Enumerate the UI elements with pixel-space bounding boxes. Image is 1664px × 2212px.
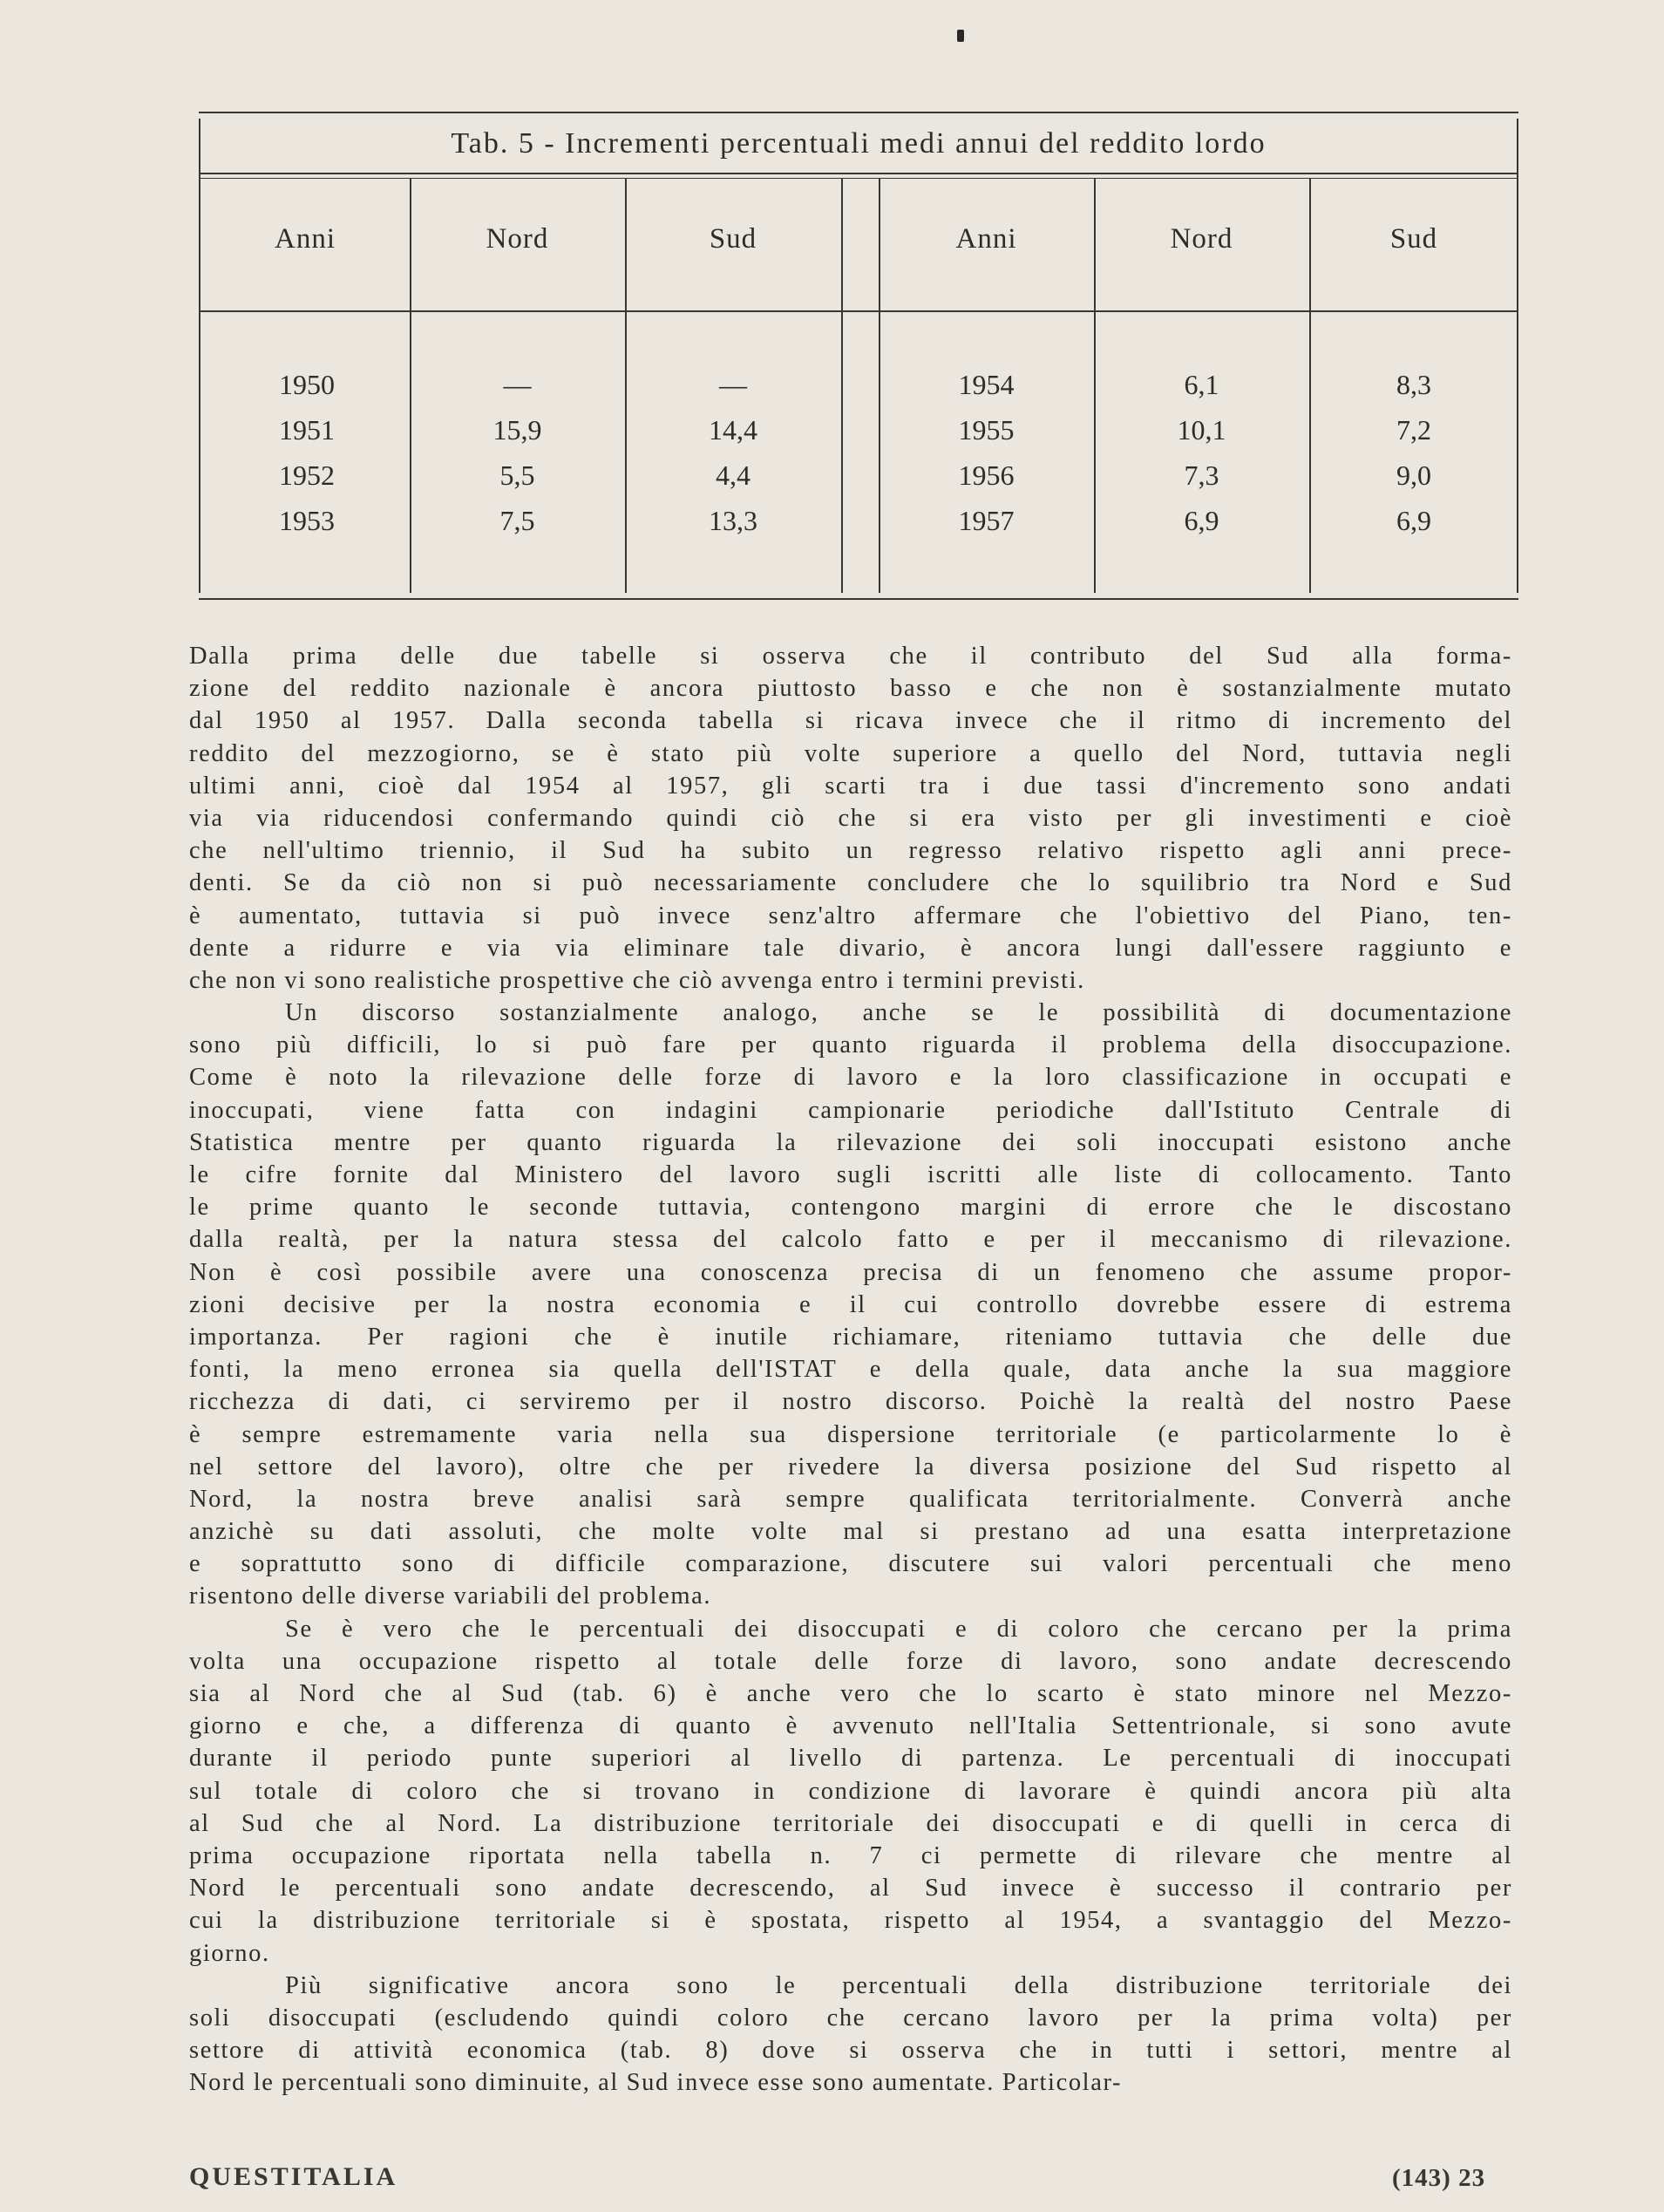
printer-mark bbox=[957, 30, 964, 42]
col-header-nord: Nord bbox=[486, 223, 549, 255]
paragraph bbox=[189, 1970, 1512, 2100]
col-header-nord-2: Nord bbox=[1170, 223, 1233, 255]
text-line: Dalla prima delle due tabelle si osserva che il contributo del Sud alla forma- bbox=[189, 643, 1512, 670]
text-line: giorno. bbox=[189, 1939, 270, 1967]
table-cell: 1954 bbox=[958, 369, 1015, 400]
text-line: Nord le percentuali sono andate decrescendo, al Sud invece è successo il contrario per bbox=[189, 1875, 1512, 1902]
text-line: Non è così possibile avere una conoscenza precisa di un fenomeno che assume propor- bbox=[189, 1258, 1512, 1286]
text-line: Statistica mentre per quanto riguarda la rilevazione dei soli inoccupati esistono anche bbox=[189, 1128, 1512, 1156]
text-line: che non vi sono realistiche prospettive che ciò avvenga entro i termini previsti. bbox=[189, 966, 1085, 994]
table-cell: 6,9 bbox=[1184, 505, 1219, 536]
text-line: sul totale di coloro che si trovano in condizione di lavorare è quindi ancora più alta bbox=[189, 1777, 1512, 1805]
table-cell: 4,4 bbox=[716, 459, 750, 491]
table-title: Tab. 5 - Incrementi percentuali medi annui del reddito lordo bbox=[451, 127, 1267, 160]
text-line: prima occupazione riportata nella tabella n. 7 ci permette di rilevare che mentre al bbox=[189, 1841, 1512, 1869]
text-line: denti. Se da ciò non si può necessariamente concludere che lo squilibrio tra Nord e Sud bbox=[189, 869, 1512, 897]
text-line: e soprattutto sono di difficile comparazione, discutere sui valori percentuali che meno bbox=[189, 1550, 1512, 1578]
text-line: le cifre fornite dal Ministero del lavoro sugli iscritti alle liste di collocamento. Tanto bbox=[189, 1161, 1512, 1188]
text-line: dente a ridurre e via via eliminare tale divario, è ancora lungi dall'essere raggiunto e bbox=[189, 934, 1512, 962]
paragraph bbox=[189, 1613, 1512, 1970]
table-cell: 13,3 bbox=[709, 505, 757, 536]
table-cell: 1955 bbox=[958, 414, 1015, 446]
title-rule-double bbox=[200, 178, 1517, 179]
table-cell: 15,9 bbox=[492, 414, 542, 446]
table-cell: 9,0 bbox=[1396, 459, 1431, 491]
text-line: Se è vero che le percentuali dei disoccupati e di coloro che cercano per la prima bbox=[285, 1615, 1512, 1643]
table-cell: 6,9 bbox=[1396, 505, 1431, 536]
article-body bbox=[189, 640, 1512, 2099]
text-line: Come è noto la rilevazione delle forze di lavoro e la loro classificazione in occupati e bbox=[189, 1064, 1512, 1092]
text-line: che nell'ultimo triennio, il Sud ha subito un regresso relativo rispetto agli anni prece- bbox=[189, 837, 1512, 865]
table-cell: 7,2 bbox=[1396, 414, 1431, 446]
col-header-sud: Sud bbox=[709, 223, 757, 255]
text-line: risentono delle diverse variabili del problema. bbox=[189, 1582, 712, 1610]
text-line: zione del reddito nazionale è ancora piuttosto basso e che non è sostanzialmente mutato bbox=[189, 675, 1512, 703]
table-cell: 7,3 bbox=[1184, 459, 1219, 491]
text-line: cui la distribuzione territoriale si è spostata, rispetto al 1954, a svantaggio del Mezzo- bbox=[189, 1907, 1512, 1935]
text-line: nel settore del lavoro), oltre che per rivedere la diversa posizione del Sud rispetto al bbox=[189, 1453, 1512, 1480]
column-divider bbox=[841, 178, 843, 593]
table-cell: — bbox=[503, 369, 532, 400]
table-cell: — bbox=[719, 369, 747, 400]
text-line: le prime quanto le seconde tuttavia, contengono margini di errore che le discostano bbox=[189, 1194, 1512, 1222]
text-line: al Sud che al Nord. La distribuzione territoriale dei disoccupati e di quelli in cerca di bbox=[189, 1809, 1512, 1837]
text-line: zioni decisive per la nostra economia e il cui controllo dovrebbe essere di estrema bbox=[189, 1290, 1512, 1318]
page-number: (143) 23 bbox=[1392, 2164, 1486, 2192]
table-cell: 1951 bbox=[279, 414, 335, 446]
col-header-sud-2: Sud bbox=[1389, 223, 1438, 255]
title-rule bbox=[200, 173, 1517, 174]
table-cell: 5,5 bbox=[499, 459, 535, 491]
table-cell: 1952 bbox=[279, 459, 335, 491]
journal-name: QUESTITALIA bbox=[189, 2162, 398, 2191]
text-line: Più significative ancora sono le percentuali della distribuzione territoriale dei bbox=[285, 1971, 1512, 1999]
paragraph bbox=[189, 640, 1512, 997]
table-frame bbox=[199, 119, 1518, 593]
text-line: reddito del mezzogiorno, se è stato più volte superiore a quello del Nord, tuttavia negli bbox=[189, 739, 1512, 767]
text-line: sono più difficili, lo si può fare per quanto riguarda il problema della disoccupazione. bbox=[189, 1031, 1512, 1059]
text-line: Nord, la nostra breve analisi sarà sempre qualificata territorialmente. Converrà anche bbox=[189, 1485, 1512, 1513]
col-header-anni: Anni bbox=[275, 223, 336, 255]
text-line: dalla realtà, per la natura stessa del calcolo fatto e per il meccanismo di rilevazione. bbox=[189, 1226, 1512, 1254]
text-line: ricchezza di dati, ci serviremo per il nostro discorso. Poichè la realtà del nostro Paese bbox=[189, 1388, 1512, 1416]
text-line: inoccupati, viene fatta con indagini campionarie periodiche dall'Istituto Centrale di bbox=[189, 1096, 1512, 1124]
text-line: settore di attività economica (tab. 8) dove si osserva che in tutti i settori, mentre al bbox=[189, 2037, 1512, 2065]
text-line: volta una occupazione rispetto al totale delle forze di lavoro, sono andate decrescendo bbox=[189, 1647, 1512, 1675]
text-line: durante il periodo punte superiori al livello di partenza. Le percentuali di inoccupati bbox=[189, 1745, 1512, 1773]
text-line: anzichè su dati assoluti, che molte volte mal si prestano ad una esatta interpretazione bbox=[189, 1518, 1512, 1546]
text-line: Un discorso sostanzialmente analogo, anche se le possibilità di documentazione bbox=[285, 999, 1512, 1027]
text-line: soli disoccupati (escludendo quindi coloro che cercano lavoro per la prima volta) per bbox=[189, 2004, 1512, 2032]
text-line: sia al Nord che al Sud (tab. 6) è anche vero che lo scarto è stato minore nel Mezzo- bbox=[189, 1680, 1512, 1707]
table-cell: 10,1 bbox=[1177, 414, 1226, 446]
text-line: è aumentato, tuttavia si può invece senz'altro affermare che l'obiettivo del Piano, ten- bbox=[189, 902, 1512, 929]
table-cell: 1957 bbox=[958, 505, 1015, 536]
text-line: via via riducendosi confermando quindi ciò che si era visto per gli investimenti e cioè bbox=[189, 804, 1512, 832]
header-rule bbox=[200, 310, 1517, 312]
table-cell: 1953 bbox=[279, 505, 335, 536]
income-growth-table bbox=[199, 112, 1518, 600]
text-line: dal 1950 al 1957. Dalla seconda tabella si ricava invece che il ritmo di incremento del bbox=[189, 707, 1512, 735]
col-header-anni-2: Anni bbox=[955, 223, 1017, 255]
text-line: ultimi anni, cioè dal 1954 al 1957, gli scarti tra i due tassi d'incremento sono andati bbox=[189, 772, 1512, 800]
text-line: Nord le percentuali sono diminuite, al Sud invece esse sono aumentate. Particolar- bbox=[189, 2069, 1123, 2097]
table-cell: 14,4 bbox=[709, 414, 757, 446]
text-line: giorno e che, a differenza di quanto è avvenuto nell'Italia Settentrionale, si sono avute bbox=[189, 1712, 1512, 1740]
table-cell: 1950 bbox=[279, 369, 335, 400]
text-line: è sempre estremamente varia nella sua dispersione territoriale (e particolarmente lo è bbox=[189, 1420, 1512, 1448]
paragraph bbox=[189, 997, 1512, 1613]
table-cell: 1956 bbox=[958, 459, 1015, 491]
table-cell: 8,3 bbox=[1396, 369, 1431, 400]
text-line: fonti, la meno erronea sia quella dell'ISTAT e della quale, data anche la sua maggiore bbox=[189, 1356, 1512, 1384]
table-cell: 7,5 bbox=[499, 505, 535, 536]
table-cell: 6,1 bbox=[1184, 369, 1219, 400]
text-line: importanza. Per ragioni che è inutile richiamare, riteniamo tuttavia che delle due bbox=[189, 1323, 1512, 1351]
